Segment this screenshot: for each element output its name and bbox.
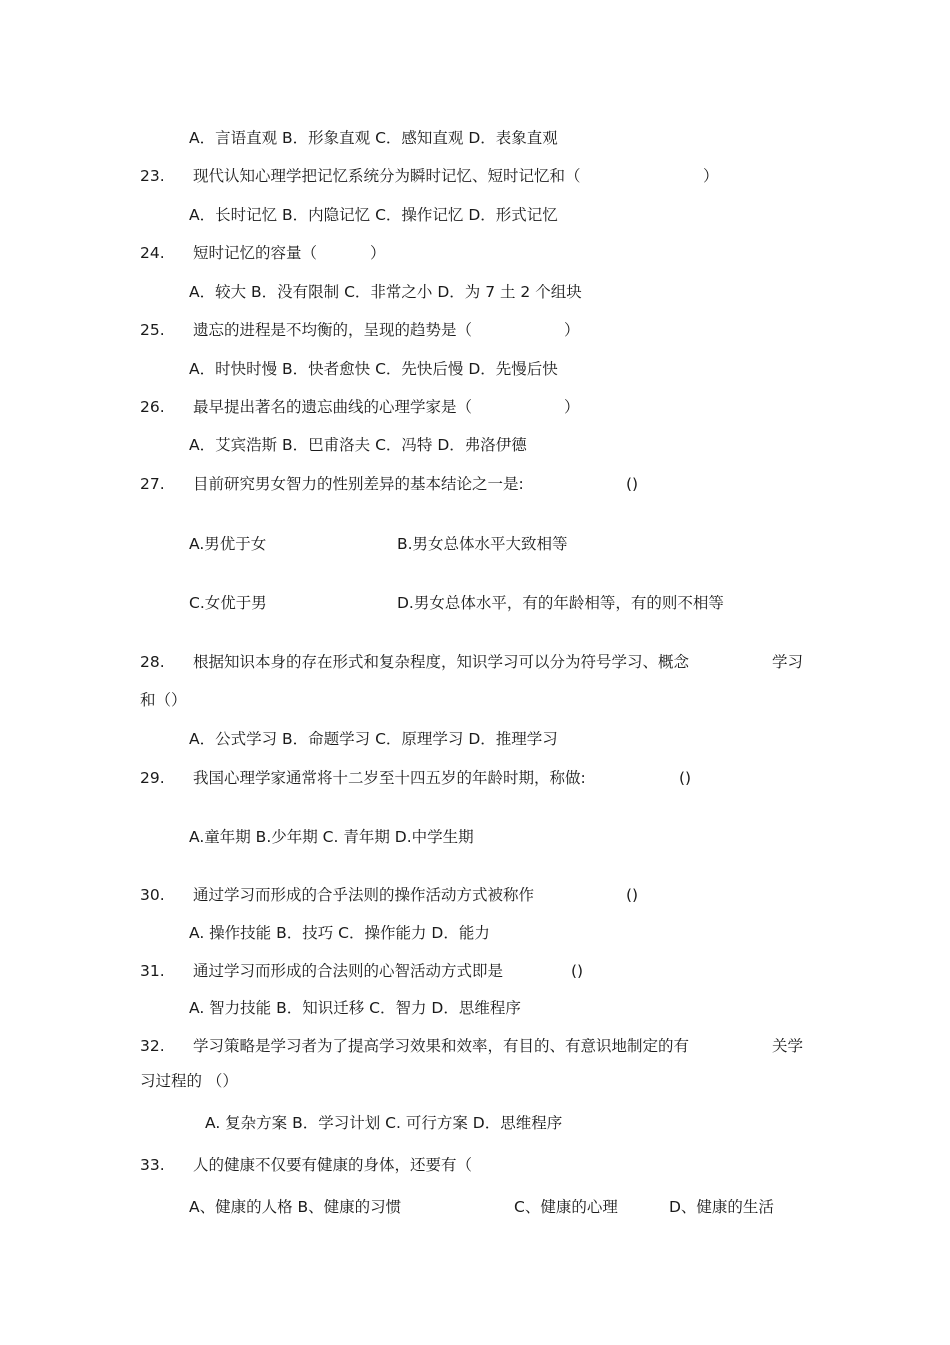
- q25-number: 25.: [140, 321, 165, 339]
- q30-number: 30.: [140, 886, 165, 904]
- q25-blank-close: ）: [564, 321, 580, 339]
- q24-number: 24.: [140, 244, 165, 262]
- q29-stem: 我国心理学家通常将十二岁至十四五岁的年龄时期，称做:: [193, 769, 586, 787]
- q23-stem: 现代认知心理学把记忆系统分为瞬时记忆、短时记忆和（: [193, 167, 581, 185]
- q28-stem: 根据知识本身的存在形式和复杂程度，知识学习可以分为符号学习、概念: [193, 653, 690, 671]
- q26-stem: 最早提出著名的遗忘曲线的心理学家是（: [193, 398, 473, 416]
- q31-number: 31.: [140, 962, 165, 980]
- q23-number: 23.: [140, 167, 165, 185]
- q32-options: A. 复杂方案 B．学习计划 C. 可行方案 D．思维程序: [205, 1114, 563, 1132]
- q30-stem: 通过学习而形成的合乎法则的操作活动方式被称作: [193, 886, 535, 904]
- q26-number: 26.: [140, 398, 165, 416]
- q33-options-ab: A、健康的人格 B、健康的习惯: [189, 1198, 402, 1216]
- q29-options: A.童年期 B.少年期 C. 青年期 D.中学生期: [189, 828, 474, 846]
- q24-blank-close: ）: [370, 244, 386, 262]
- q25-stem: 遗忘的进程是不均衡的，呈现的趋势是（: [193, 321, 473, 339]
- q31-stem: 通过学习而形成的合法则的心智活动方式即是: [193, 962, 504, 980]
- q28-stem-cont: 和（）: [140, 691, 187, 709]
- q28-options: A．公式学习 B．命题学习 C．原理学习 D．推理学习: [189, 730, 558, 748]
- q26-options: A．艾宾浩斯 B．巴甫洛夫 C．冯特 D．弗洛伊德: [189, 436, 527, 454]
- q33-option-d: D、健康的生活: [669, 1198, 774, 1216]
- q33-stem: 人的健康不仅要有健康的身体，还要有（: [193, 1156, 473, 1174]
- q25-options: A．时快时慢 B．快者愈快 C．先快后慢 D．先慢后快: [189, 360, 558, 378]
- q24-stem: 短时记忆的容量（: [193, 244, 318, 262]
- q31-options: A. 智力技能 B．知识迁移 C．智力 D．思维程序: [189, 999, 521, 1017]
- q29-number: 29.: [140, 769, 165, 787]
- q32-stem-end: 关学: [772, 1037, 804, 1055]
- q32-stem-cont: 习过程的 （）: [140, 1072, 238, 1090]
- q32-number: 32.: [140, 1037, 165, 1055]
- q27-option-d: D.男女总体水平，有的年龄相等，有的则不相等: [397, 594, 724, 612]
- q32-stem: 学习策略是学习者为了提高学习效果和效率，有目的、有意识地制定的有: [193, 1037, 690, 1055]
- q30-blank: (): [626, 886, 639, 904]
- q27-option-a: A.男优于女: [189, 535, 267, 553]
- q27-option-b: B.男女总体水平大致相等: [397, 535, 568, 553]
- q26-blank-close: ）: [564, 398, 580, 416]
- q28-number: 28.: [140, 653, 165, 671]
- q33-number: 33.: [140, 1156, 165, 1174]
- q23-options: A．长时记忆 B．内隐记忆 C．操作记忆 D．形式记忆: [189, 206, 558, 224]
- q27-blank: (): [626, 475, 639, 493]
- q24-options: A．较大 B．没有限制 C．非常之小 D．为 7 土 2 个组块: [189, 283, 582, 301]
- q27-number: 27.: [140, 475, 165, 493]
- q23-blank-close: ）: [703, 167, 719, 185]
- q22-options: A．言语直观 B．形象直观 C．感知直观 D．表象直观: [189, 129, 558, 147]
- q27-option-c: C.女优于男: [189, 594, 267, 612]
- q33-option-c: C、健康的心理: [514, 1198, 618, 1216]
- q27-stem: 目前研究男女智力的性别差异的基本结论之一是:: [193, 475, 524, 493]
- q31-blank: (): [571, 962, 584, 980]
- q28-stem-end: 学习: [772, 653, 804, 671]
- q30-options: A. 操作技能 B．技巧 C．操作能力 D．能力: [189, 924, 490, 942]
- q29-blank: (): [679, 769, 692, 787]
